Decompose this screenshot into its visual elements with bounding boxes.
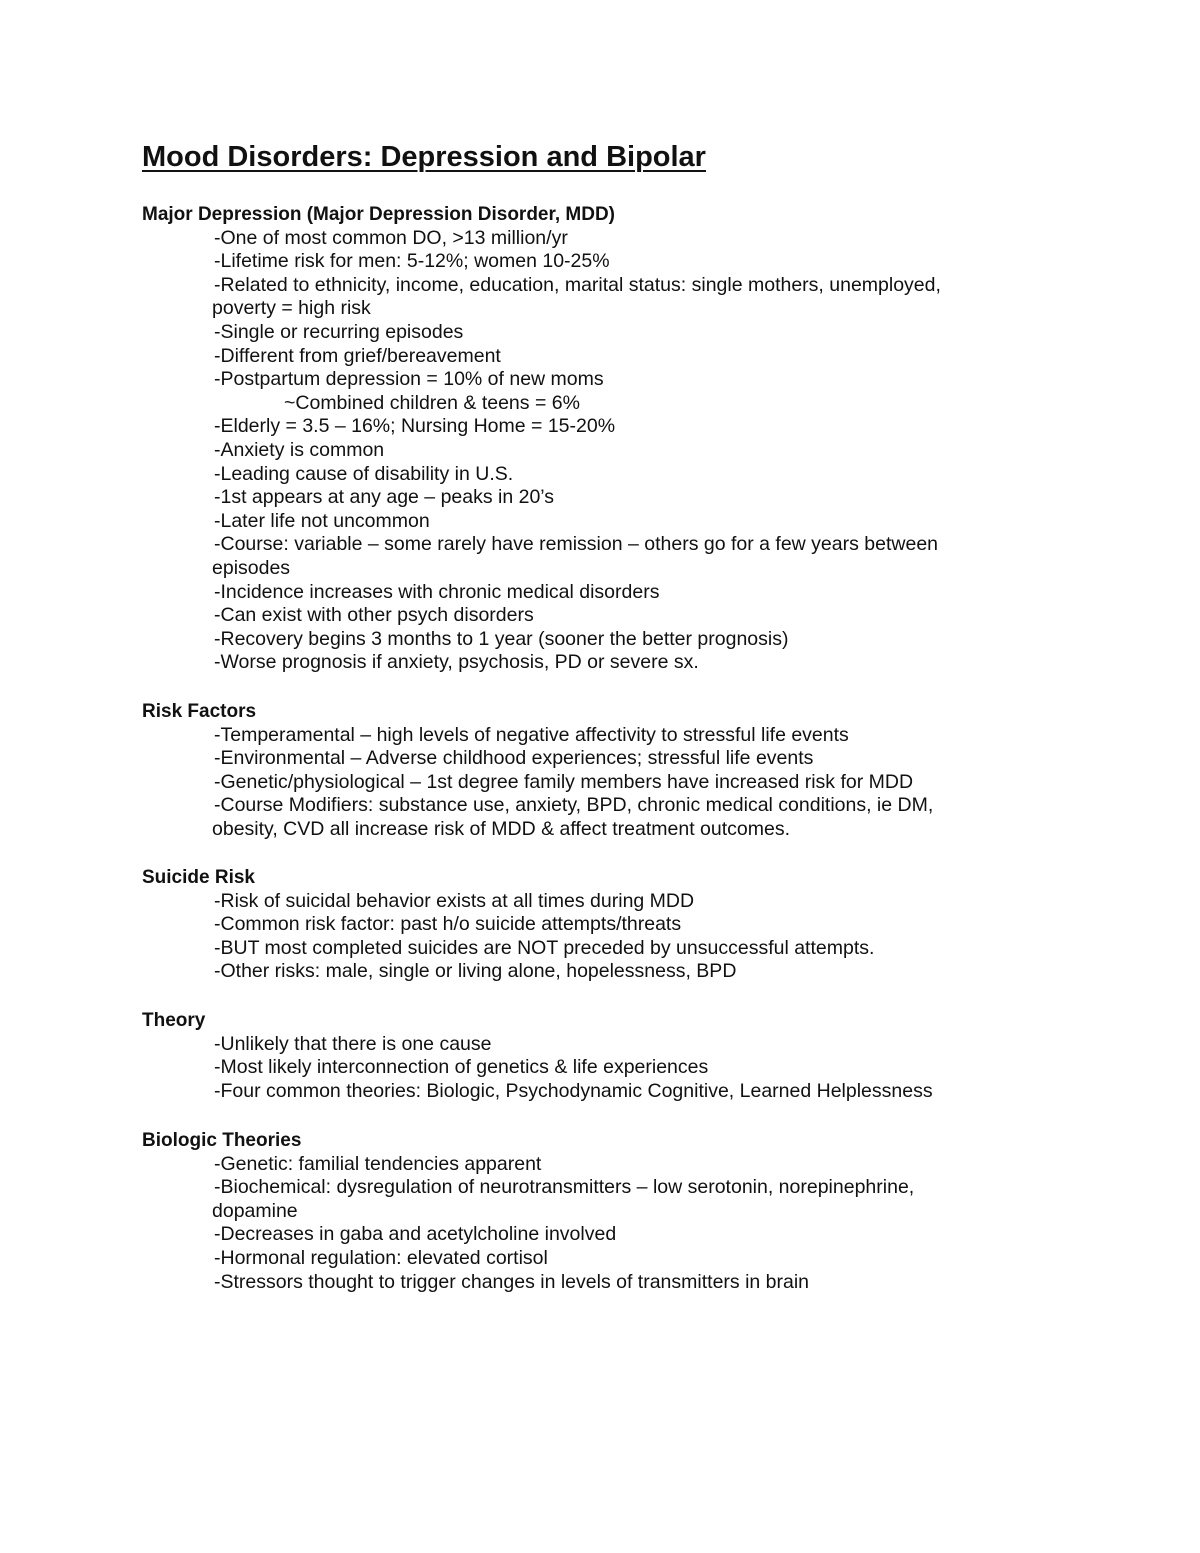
page-title: Mood Disorders: Depression and Bipolar (142, 141, 706, 173)
list-item (142, 771, 1034, 795)
item-text: -Incidence increases with chronic medical disorders (214, 580, 660, 603)
section-list (142, 724, 1062, 842)
section-list (142, 890, 1062, 984)
item-text: -Environmental – Adverse childhood experiences; stressful life events (214, 747, 814, 770)
item-text: -Temperamental – high levels of negative affectivity to stressful life events (214, 723, 849, 746)
list-item (142, 321, 1034, 345)
item-text-continued: dopamine (212, 1199, 298, 1222)
item-text: -Genetic/physiological – 1st degree family members have increased risk for MDD (214, 770, 914, 793)
item-text: -Anxiety is common (214, 438, 385, 461)
item-text: -Later life not uncommon (214, 509, 430, 532)
section-major-depression (142, 203, 1062, 675)
item-text: -One of most common DO, >13 million/yr (214, 226, 568, 249)
list-item (142, 581, 1034, 605)
section-list (142, 1033, 1062, 1104)
list-item (142, 439, 1034, 463)
section-list (142, 1153, 1062, 1295)
section-heading: Major Depression (Major Depression Disorder, MDD) (142, 204, 615, 225)
section-heading: Biologic Theories (142, 1130, 302, 1151)
list-item (142, 604, 1034, 628)
item-text: -Can exist with other psych disorders (214, 604, 534, 627)
list-item (142, 415, 1034, 439)
item-text: -Course: variable – some rarely have remission – others go for a few years between (214, 533, 939, 556)
item-text: -Common risk factor: past h/o suicide attempts/threats (214, 913, 682, 936)
list-item (142, 510, 1034, 534)
list-item (142, 1056, 1034, 1080)
item-text: -Postpartum depression = 10% of new moms (214, 368, 604, 391)
list-item (142, 937, 1034, 961)
item-text-continued: obesity, CVD all increase risk of MDD & affect treatment outcomes. (212, 817, 790, 840)
list-item (142, 1247, 1034, 1271)
section-heading: Theory (142, 1010, 206, 1031)
item-text: -Other risks: male, single or living alone, hopelessness, BPD (214, 960, 737, 983)
item-text: -1st appears at any age – peaks in 20’s (214, 486, 555, 509)
list-item (142, 368, 1034, 392)
list-item (142, 1271, 1034, 1295)
item-text: -Four common theories: Biologic, Psychodynamic Cognitive, Learned Helplessness (214, 1079, 933, 1102)
item-text: -Elderly = 3.5 – 16%; Nursing Home = 15-20% (214, 415, 616, 438)
section-theory (142, 1009, 1062, 1103)
list-item (142, 463, 1034, 487)
section-heading: Suicide Risk (142, 867, 255, 888)
list-item (142, 274, 1034, 321)
section-heading: Risk Factors (142, 701, 257, 722)
list-item (142, 1080, 1034, 1104)
section-risk-factors (142, 700, 1062, 842)
item-text: -Lifetime risk for men: 5-12%; women 10-25% (214, 250, 610, 273)
item-text: -Genetic: familial tendencies apparent (214, 1152, 542, 1175)
item-text: -Unlikely that there is one cause (214, 1032, 492, 1055)
section-list (142, 227, 1062, 675)
item-text: -Different from grief/bereavement (214, 344, 501, 367)
list-item (142, 1223, 1034, 1247)
item-text: -Single or recurring episodes (214, 320, 464, 343)
item-text: -Stressors thought to trigger changes in levels of transmitters in brain (214, 1270, 810, 1293)
list-item (142, 960, 1034, 984)
list-item (142, 913, 1034, 937)
list-item (142, 1153, 1034, 1177)
list-subitem (142, 392, 1044, 416)
item-text-continued: episodes (212, 556, 291, 579)
section-biologic-theories (142, 1129, 1062, 1294)
item-text: -Related to ethnicity, income, education, marital status: single mothers, unemployed, (214, 273, 941, 296)
list-item (142, 1033, 1034, 1057)
item-text-continued: poverty = high risk (212, 297, 371, 320)
list-item (142, 345, 1034, 369)
item-text: -Leading cause of disability in U.S. (214, 462, 514, 485)
item-text: -Most likely interconnection of genetics & life experiences (214, 1056, 709, 1079)
item-text: -Hormonal regulation: elevated cortisol (214, 1246, 548, 1269)
item-text: ~Combined children & teens = 6% (284, 391, 580, 414)
list-item (142, 486, 1034, 510)
item-text: -Course Modifiers: substance use, anxiety, BPD, chronic medical conditions, ie DM, (214, 794, 934, 817)
item-text: -Recovery begins 3 months to 1 year (sooner the better prognosis) (214, 627, 789, 650)
list-item (142, 890, 1034, 914)
list-item (142, 628, 1034, 652)
list-item (142, 794, 1034, 841)
item-text: -Decreases in gaba and acetylcholine involved (214, 1223, 617, 1246)
item-text: -Biochemical: dysregulation of neurotransmitters – low serotonin, norepinephrine, (214, 1176, 915, 1199)
item-text: -Risk of suicidal behavior exists at all times during MDD (214, 889, 695, 912)
list-item (142, 1176, 1034, 1223)
item-text: -Worse prognosis if anxiety, psychosis, PD or severe sx. (214, 651, 699, 674)
list-item (142, 747, 1034, 771)
list-item (142, 227, 1034, 251)
list-item (142, 533, 1034, 580)
list-item (142, 651, 1034, 675)
list-item (142, 250, 1034, 274)
list-item (142, 724, 1034, 748)
item-text: -BUT most completed suicides are NOT preceded by unsuccessful attempts. (214, 936, 875, 959)
section-suicide-risk (142, 866, 1062, 984)
